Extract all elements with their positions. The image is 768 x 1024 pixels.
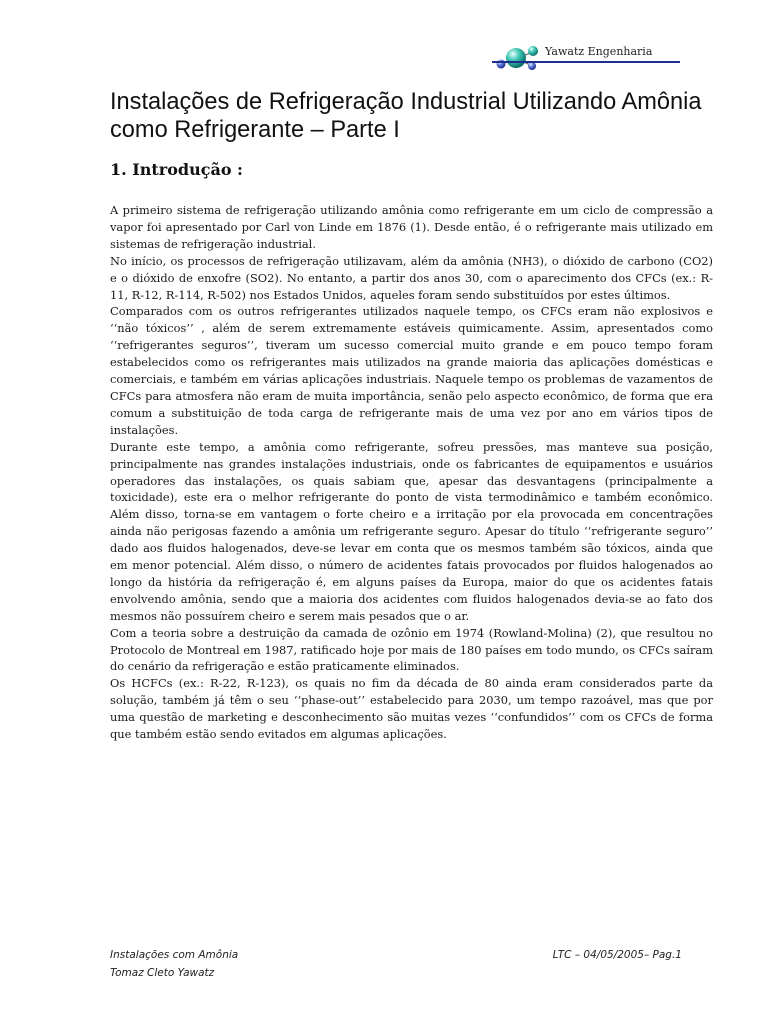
body-text xyxy=(110,202,713,743)
footer-author: Tomaz Cleto Yawatz xyxy=(110,967,215,979)
footer-page-info: LTC – 04/05/2005– Pag.1 xyxy=(552,949,682,961)
paragraph: Com a teoria sobre a destruição da camada de ozônio em 1974 (Rowland-Molina) (2), que resultou no Protocolo de Montreal em 1987, ratificado hoje por mais de 180 países em todo mundo, os CFCs saíram do cenário da refrigeração e estão praticamente eliminados. xyxy=(110,625,713,674)
company-name: Yawatz Engenharia xyxy=(545,45,653,58)
company-logo xyxy=(492,40,682,74)
paragraph: No início, os processos de refrigeração utilizavam, além da amônia (NH3), o dióxido de carbono (CO2) e o dióxido de enxofre (SO2). No entanto, a partir dos anos 30, com o aparecimento dos CFCs (ex.: R-11, R-12, R-114, R-502) nos Estados Unidos, aqueles foram sendo substituídos por estes últimos. xyxy=(110,253,713,302)
section-heading: 1. Introdução : xyxy=(110,160,243,179)
molecule-logo-icon xyxy=(492,40,548,74)
document-title: Instalações de Refrigeração Industrial Utilizando Amônia como Refrigerante – Parte I xyxy=(110,89,702,143)
paragraph: Durante este tempo, a amônia como refrigerante, sofreu pressões, mas manteve sua posição, principalmente nas grandes instalações industriais, onde os fabricantes de equipamentos e usuários operadores das instalações, os quais sabiam que, apesar das desvantagens (principalmente a toxicidade), este era o melhor refrigerante do ponto de vista termodinâmico e também econômico. Além disso, torna-se em vantagem o forte cheiro e a irritação por ela provocada em concentrações ainda não perigosas fazendo a amônia um refrigerante seguro. Apesar do título ‘‘refrigerante seguro’’ dado aos fluidos halogenados, deve-se levar em conta que os mesmos também são tóxicos, ainda que em menor potencial. Além disso, o número de acidentes fatais provocados por fluidos halogenados ao longo da história da refrigeração é, em alguns países da Europa, maior do que os acidentes fatais envolvendo amônia, sendo que a maioria dos acidentes com fluidos halogenados devia-se ao fato dos mesmos não possuírem cheiro e serem mais pesados que o ar. xyxy=(110,439,713,623)
paragraph: A primeiro sistema de refrigeração utilizando amônia como refrigerante em um ciclo de compressão a vapor foi apresentado por Carl von Linde em 1876 (1). Desde então, é o refrigerante mais utilizado em sistemas de refrigeração industrial. xyxy=(110,203,713,251)
paragraph: Comparados com os outros refrigerantes utilizados naquele tempo, os CFCs eram não explosivos e ‘‘não tóxicos’’ , além de serem extremamente estáveis quimicamente. Assim, apresentados como ‘‘refrigerantes seguros’’, tiveram um sucesso comercial muito grande e em pouco tempo foram estabelecidos como os refrigerantes mais utilizados na grande maioria das aplicações domésticas e comerciais, e também em várias aplicações industriais. Naquele tempo os problemas de vazamentos de CFCs para atmosfera não eram de muita importância, senão pelo aspecto econômico, de forma que era comum a substituição de toda carga de refrigerante mais de uma vez por ano em vários tipos de instalações. xyxy=(110,304,713,437)
header-rule xyxy=(492,61,680,63)
footer-doc-title: Instalações com Amônia xyxy=(110,949,239,961)
paragraph: Os HCFCs (ex.: R-22, R-123), os quais no fim da década de 80 ainda eram considerados parte da solução, também já têm o seu ‘‘phase-out’’ estabelecido para 2030, um tempo razoável, mas que por uma questão de marketing e desconhecimento são muitas vezes ‘‘confundidos’’ com os CFCs de forma que também estão sendo evitados em algumas aplicações. xyxy=(110,676,713,742)
